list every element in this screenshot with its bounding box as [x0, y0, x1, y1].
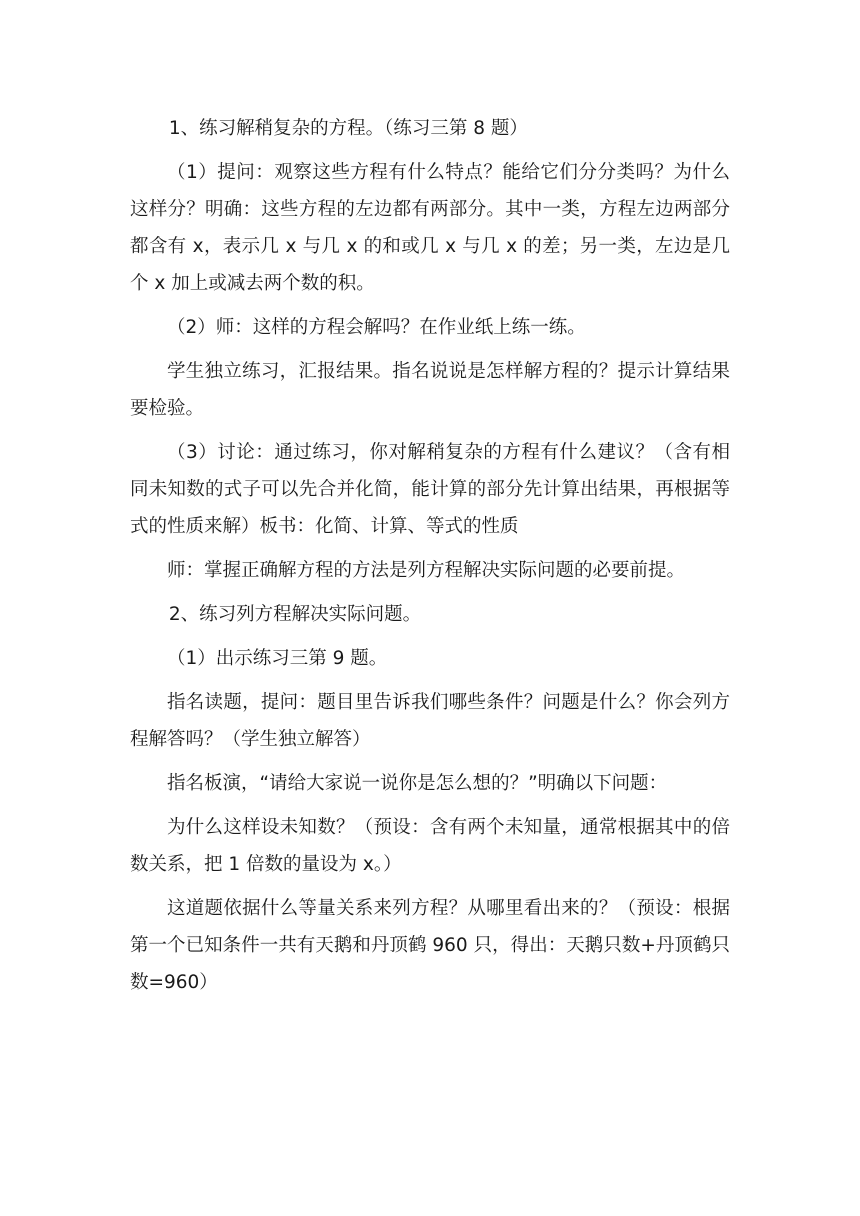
paragraph-student-practice: 学生独立练习，汇报结果。指名说说是怎样解方程的？提示计算结果要检验。 [130, 361, 730, 419]
paragraph-discussion: （3）讨论：通过练习，你对解稍复杂的方程有什么建议？（含有相同未知数的式子可以先合并化简，能计算的部分先计算出结果，再根据等式的性质来解）板书：化简、计算、等式的性质 [130, 442, 730, 537]
paragraph-read-question: 指名读题，提问：题目里告诉我们哪些条件？问题是什么？你会列方程解答吗？（学生独立解答） [130, 692, 730, 750]
paragraph-set-unknown: 为什么这样设未知数？（预设：含有两个未知量，通常根据其中的倍数关系，把 1 倍数的量设为 x。） [130, 817, 730, 875]
paragraph-question: （1）提问：观察这些方程有什么特点？能给它们分分类吗？为什么这样分？明确：这些方程的左边都有两部分。其中一类，方程左边两部分都含有 x，表示几 x 与几 x 的和或几 x 与几 x 的差；另一类，左边是几个 x 加上或减去两个数的积。 [130, 162, 730, 294]
section-heading-1: 1、练习解稍复杂的方程。（练习三第 8 题） [168, 118, 528, 139]
section-heading-2: 2、练习列方程解决实际问题。 [168, 604, 422, 625]
paragraph-teacher-summary: 师：掌握正确解方程的方法是列方程解决实际问题的必要前提。 [167, 560, 686, 581]
paragraph-board-demo: 指名板演，“请给大家说一说你是怎么想的？”明确以下问题： [167, 773, 668, 794]
paragraph-exercise-9: （1）出示练习三第 9 题。 [167, 648, 388, 669]
document-body [130, 110, 730, 1008]
paragraph-teacher-practice: （2）师：这样的方程会解吗？在作业纸上练一练。 [167, 317, 586, 338]
paragraph-equation-basis: 这道题依据什么等量关系来列方程？从哪里看出来的？（预设：根据第一个已知条件一共有天鹅和丹顶鹤 960 只，得出：天鹅只数+丹顶鹤只数=960） [130, 898, 730, 993]
